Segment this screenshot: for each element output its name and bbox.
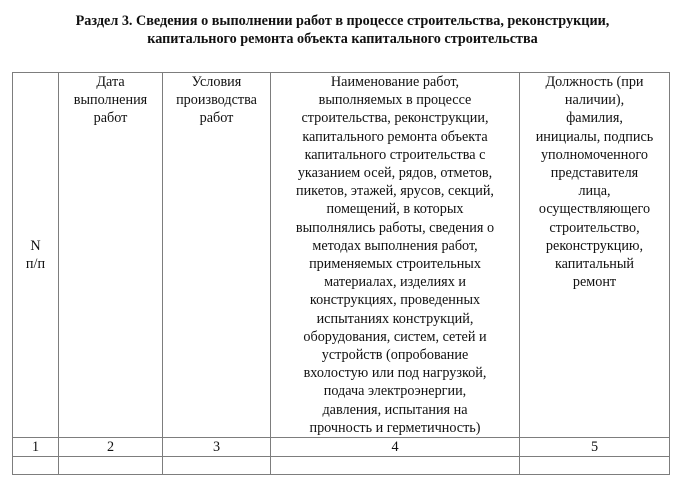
empty-cell[interactable] xyxy=(59,457,163,475)
works-log-table xyxy=(12,72,670,475)
header-line: материалах, изделиях и xyxy=(324,274,466,291)
header-line: капитального ремонта объекта xyxy=(302,128,488,145)
header-line: уполномоченного xyxy=(540,146,649,163)
empty-cell[interactable] xyxy=(163,457,271,475)
header-index xyxy=(13,73,59,438)
header-line: пикетов, этажей, ярусов, секций, xyxy=(296,183,494,200)
header-line: строительства, реконструкции, xyxy=(301,110,489,127)
header-line: выполнялись работы, сведения о xyxy=(295,219,495,236)
header-line: прочность и герметичность) xyxy=(309,419,481,436)
section-title xyxy=(0,12,685,48)
header-line: оборудования, систем, сетей и xyxy=(303,328,487,345)
header-line: лица, xyxy=(578,183,611,200)
header-line: выполнения xyxy=(73,92,148,109)
header-line: помещений, в которых xyxy=(326,201,464,218)
header-line: реконструкцию, xyxy=(545,237,644,254)
header-line: Должность (при xyxy=(545,74,644,90)
header-line: применяемых строительных xyxy=(309,256,481,273)
header-line: подача электроэнергии, xyxy=(323,383,467,400)
header-row xyxy=(13,73,670,438)
column-number-row xyxy=(13,438,670,457)
header-line: инициалы, подпись xyxy=(535,128,654,145)
header-line: фамилия, xyxy=(566,110,623,127)
header-line: п/п xyxy=(25,256,46,273)
empty-cell[interactable] xyxy=(271,457,520,475)
header-line: наличии), xyxy=(564,92,625,109)
section-title-line-1: Раздел 3. Сведения о выполнении работ в процессе строительства, реконструкции, xyxy=(75,13,610,29)
column-number-4: 4 xyxy=(271,438,520,457)
header-line: Условия xyxy=(191,74,242,90)
header-line: выполняемых в процессе xyxy=(318,92,472,109)
header-line: производства xyxy=(176,92,257,109)
column-number-3: 3 xyxy=(163,438,271,457)
header-line: ремонт xyxy=(572,274,617,291)
header-date xyxy=(59,73,163,438)
header-line: указанием осей, рядов, отметов, xyxy=(297,165,493,182)
header-line: Дата xyxy=(96,74,125,90)
header-line: Наименование работ, xyxy=(330,74,460,90)
header-line: капитального строительства с xyxy=(304,146,486,163)
header-line: капитальный xyxy=(554,256,635,273)
header-line: осуществляющего xyxy=(538,201,651,218)
empty-cell[interactable] xyxy=(520,457,670,475)
header-line: работ xyxy=(93,110,128,127)
header-line: строительство, xyxy=(549,219,640,236)
header-line: устройств (опробование xyxy=(321,347,469,364)
header-line: N xyxy=(30,237,41,254)
table-row-empty xyxy=(13,457,670,475)
column-number-2: 2 xyxy=(59,438,163,457)
header-line: давления, испытания на xyxy=(322,401,468,418)
header-work-description xyxy=(271,73,520,438)
header-line: представителя xyxy=(550,165,639,182)
header-conditions xyxy=(163,73,271,438)
header-line: вхолостую или под нагрузкой, xyxy=(303,365,487,382)
section-title-line-2: капитального ремонта объекта капитального строительства xyxy=(147,31,538,47)
column-number-1: 1 xyxy=(13,438,59,457)
header-responsible-person xyxy=(520,73,670,438)
header-line: методах выполнения работ, xyxy=(312,237,478,254)
header-line: работ xyxy=(199,110,234,127)
header-line: испытаниях конструкций, xyxy=(316,310,474,327)
header-line: конструкциях, проведенных xyxy=(309,292,481,309)
column-number-5: 5 xyxy=(520,438,670,457)
empty-cell[interactable] xyxy=(13,457,59,475)
